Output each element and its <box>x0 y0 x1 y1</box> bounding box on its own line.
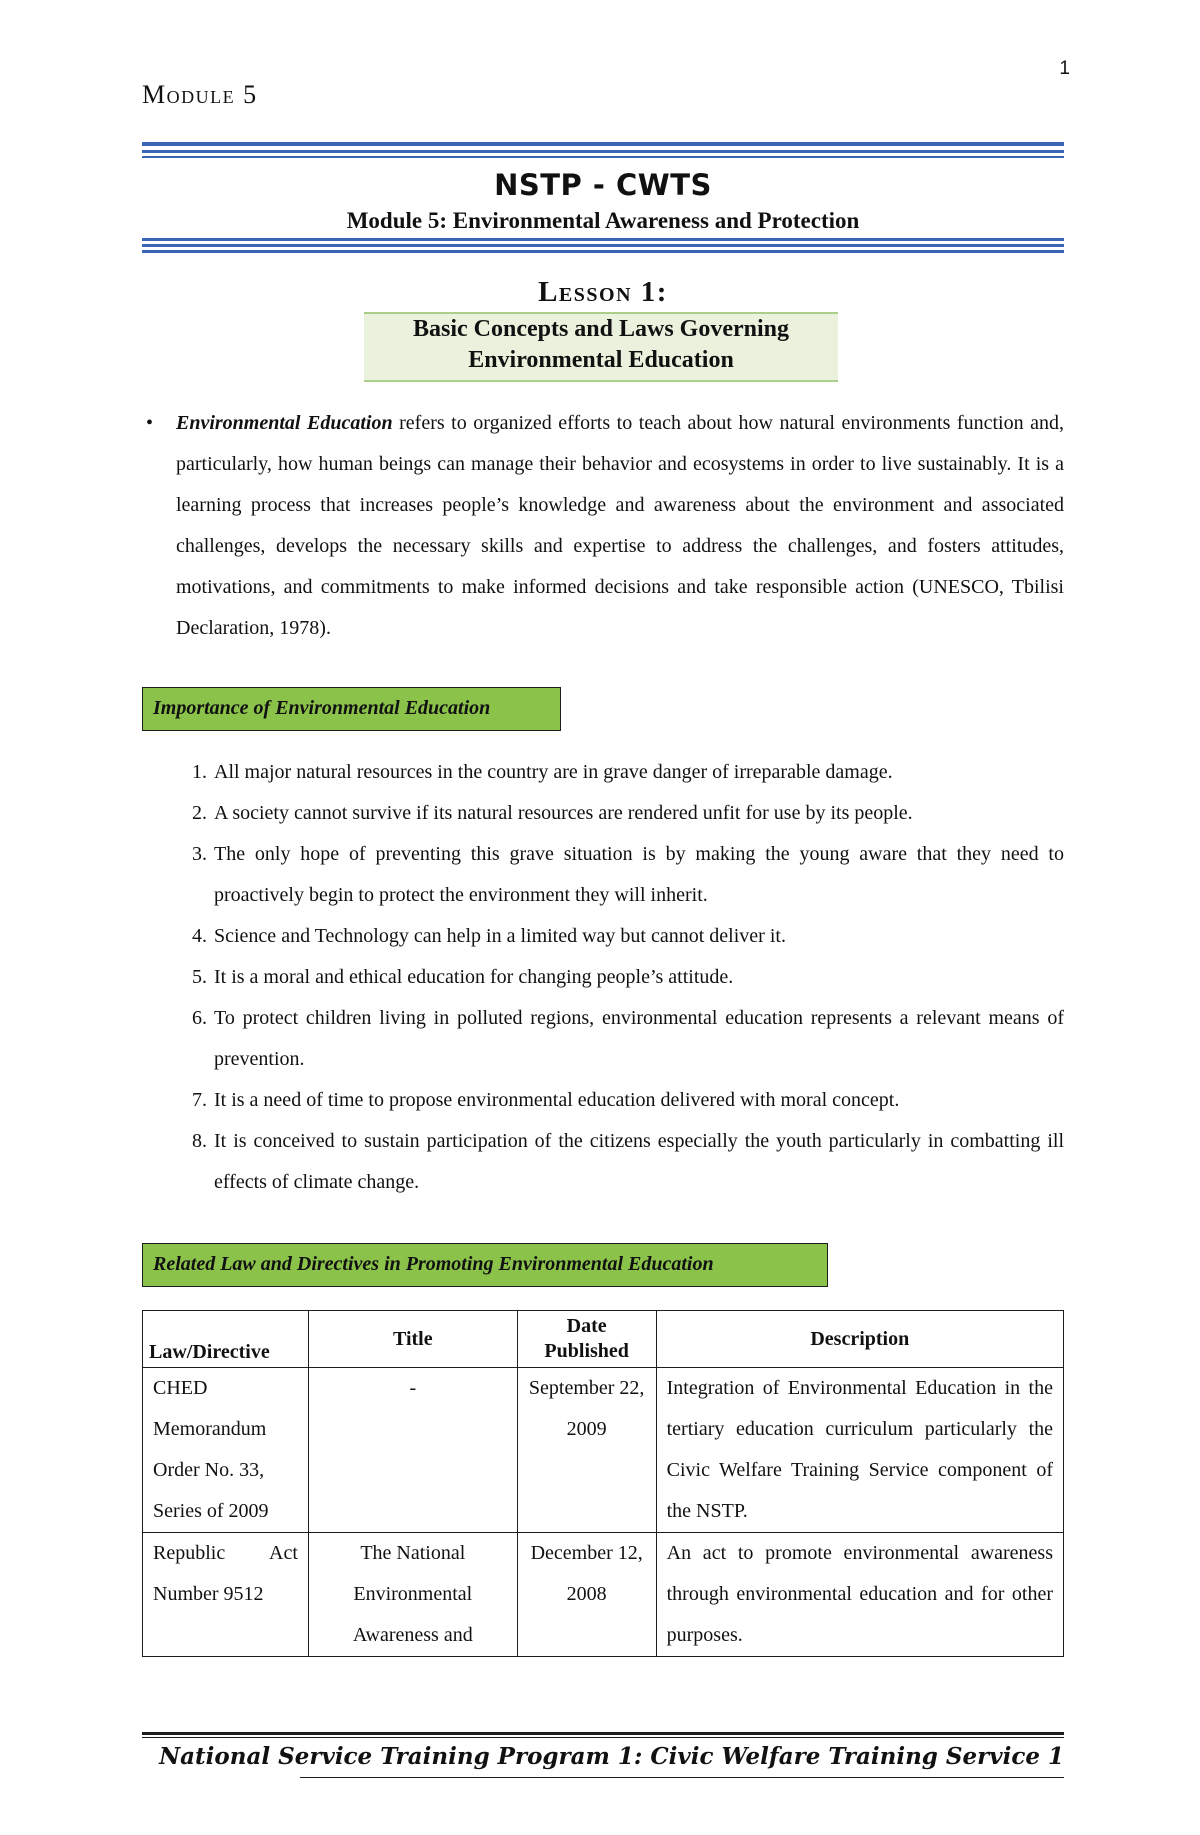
list-item: 3. The only hope of preventing this grave situation is by making the young aware that they need to proactively begin to protect the environment they will inherit. <box>212 834 1064 916</box>
header-rule-top-thin <box>142 150 1064 153</box>
title-cell: - <box>308 1368 517 1533</box>
footer-rule-bottom <box>300 1777 1064 1778</box>
list-item: 4. Science and Technology can help in a limited way but cannot deliver it. <box>212 916 1064 957</box>
page-number: 1 <box>1059 58 1070 79</box>
table-row <box>143 1368 1064 1533</box>
column-header: Law/Directive <box>143 1311 309 1368</box>
column-header: Title <box>308 1311 517 1368</box>
list-item: 6. To protect children living in polluted regions, environmental education represents a relevant means of prevention. <box>212 998 1064 1080</box>
header-rule-top <box>142 142 1064 146</box>
column-header: Description <box>656 1311 1063 1368</box>
laws-table <box>142 1310 1064 1657</box>
laws-heading: Related Law and Directives in Promoting Environmental Education <box>142 1243 828 1287</box>
list-item: 5. It is a moral and ethical education for changing people’s attitude. <box>212 957 1064 998</box>
header-rule-bottom <box>142 238 1064 241</box>
list-item: 7. It is a need of time to propose environmental education delivered with moral concept. <box>212 1080 1064 1121</box>
list-item: 1. All major natural resources in the country are in grave danger of irreparable damage. <box>212 752 1064 793</box>
table-header-row <box>143 1311 1064 1368</box>
list-item: 2. A society cannot survive if its natural resources are rendered unfit for use by its people. <box>212 793 1064 834</box>
footer-text: National Service Training Program 1: Civic Welfare Training Service 1 <box>159 1743 1064 1770</box>
definition-paragraph <box>176 403 1064 649</box>
date-cell: December 12, 2008 <box>517 1533 656 1657</box>
description-cell: An act to promote environmental awareness through environmental education and for other purposes. <box>656 1533 1063 1657</box>
module-subtitle: Module 5: Environmental Awareness and Protection <box>346 208 860 233</box>
list-item: 8. It is conceived to sustain participation of the citizens especially the youth particularly in combatting ill effects of climate change. <box>212 1121 1064 1203</box>
lesson-title-line1: Basic Concepts and Laws Governing <box>412 316 790 342</box>
definition-text: refers to organized efforts to teach about how natural environments function and, particularly, how human beings can manage their behavior and ecosystems in order to live sustainably. It is a learning process that increases people’s knowledge and awareness about the environment and associated challenges, develops the necessary skills and expertise to address the challenges, and fosters attitudes, motivations, and commitments to make informed decisions and take responsible action (UNESCO, Tbilisi Declaration, 1978). <box>176 412 1064 639</box>
header-rule-bottom-thin <box>142 244 1064 247</box>
header-rule-bottom-inner <box>142 250 1064 253</box>
importance-heading: Importance of Environmental Education <box>142 687 561 731</box>
date-cell: September 22, 2009 <box>517 1368 656 1533</box>
bullet-icon: • <box>146 412 154 434</box>
description-cell: Integration of Environmental Education in the tertiary education curriculum particularly the Civic Welfare Training Service component of the NSTP. <box>656 1368 1063 1533</box>
importance-list <box>142 752 1064 1203</box>
column-header: Date Published <box>517 1311 656 1368</box>
lesson-title-box <box>364 312 838 382</box>
lesson-label: Lesson 1: <box>538 276 668 308</box>
law-cell: Republic Act Number 9512 <box>143 1533 309 1657</box>
footer-rule-thick <box>142 1732 1064 1735</box>
table-row <box>143 1533 1064 1657</box>
module-label: Module 5 <box>142 80 258 109</box>
lesson-title-line2: Environmental Education <box>468 347 734 373</box>
footer-rule-thin <box>142 1737 1064 1738</box>
main-title: NSTP - CWTS <box>494 168 712 202</box>
title-cell: The National Environmental Awareness and <box>308 1533 517 1657</box>
law-cell: CHED Memorandum Order No. 33, Series of 2009 <box>143 1368 309 1533</box>
header-rule-top-inner <box>142 156 1064 158</box>
definition-term: Environmental Education <box>176 412 393 434</box>
